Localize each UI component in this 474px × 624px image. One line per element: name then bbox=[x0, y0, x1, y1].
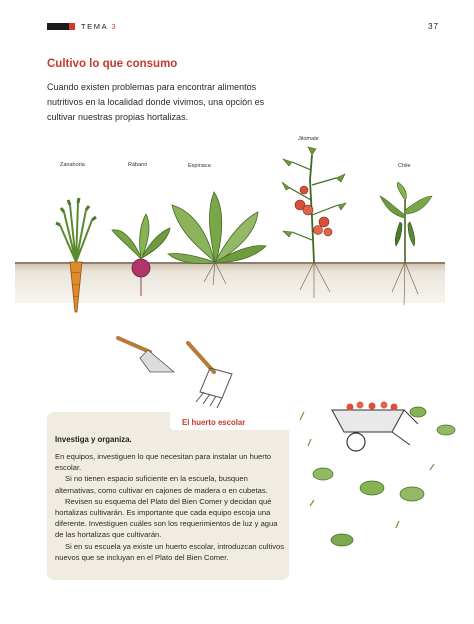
radish-illustration bbox=[112, 214, 170, 296]
tema-number: 3 bbox=[111, 22, 118, 31]
plant-label-zanahoria: Zanahoria bbox=[60, 162, 85, 168]
chile-illustration bbox=[380, 182, 432, 305]
activity-paragraph-1: En equipos, investiguen lo que necesitan para instalar un huerto escolar. bbox=[55, 452, 272, 473]
page-number: 37 bbox=[428, 22, 439, 31]
carrot-illustration bbox=[56, 198, 96, 312]
activity-paragraph-2: Si no tienen espacio suficiente en la escuela, busquen alternativas, como cultivar en cajones de madera o en cubetas. bbox=[55, 474, 268, 495]
plant-label-chile: Chile bbox=[398, 163, 411, 169]
tema-label: TEMA 3 bbox=[81, 22, 118, 31]
section-title: Cultivo lo que consumo bbox=[47, 58, 178, 70]
tomato-illustration bbox=[282, 147, 346, 298]
plant-label-jitomate: Jitomate bbox=[298, 136, 319, 142]
activity-box-heading: Investiga y organiza. bbox=[55, 435, 132, 444]
spinach-illustration bbox=[168, 192, 266, 285]
intro-paragraph: Cuando existen problemas para encontrar alimentos nutritivos en la localidad donde vivimos, una opción es cultivar nuestras propias hortalizas. bbox=[47, 82, 265, 122]
activity-box-text bbox=[55, 451, 285, 563]
activity-paragraph-3: Revisen su esquema del Plato del Bien Comer y decidan qué hortalizas cultivarán. Es importante que cada equipo escoja una diferente. Investiguen cuáles son los requerimientos de luz y agua de las hortalizas que cultivarán. bbox=[55, 496, 278, 540]
plant-label-rabano: Rábano bbox=[128, 162, 148, 168]
activity-box-title: El huerto escolar bbox=[182, 418, 246, 427]
wheelbarrow-illustration bbox=[332, 402, 418, 452]
garden-tools-illustration bbox=[118, 338, 232, 408]
plant-label-espinaca: Espinaca bbox=[188, 163, 211, 169]
activity-paragraph-4: Si en su escuela ya existe un huerto escolar, introduzcan cultivos nuevos que se incluyan en el Plato del Bien Comer. bbox=[55, 541, 285, 562]
